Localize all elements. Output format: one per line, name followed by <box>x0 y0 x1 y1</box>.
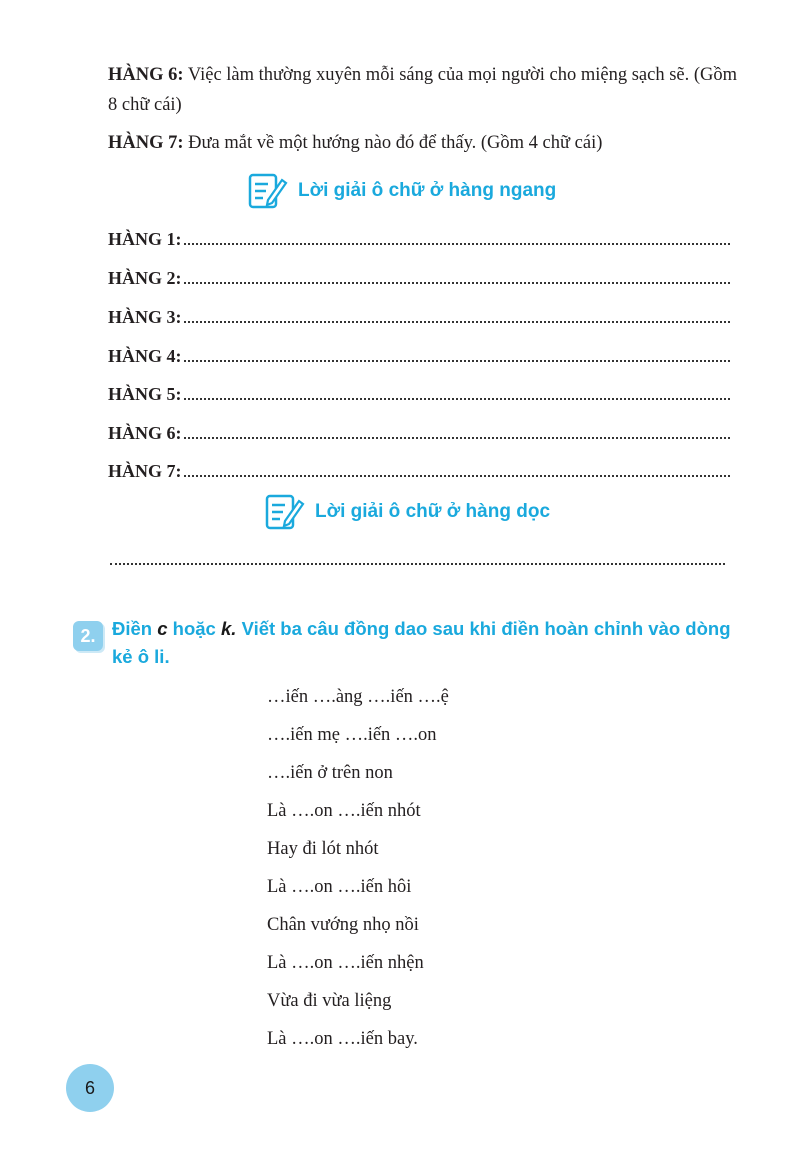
answer-row-1[interactable] <box>108 224 730 250</box>
vertical-answer-line[interactable] <box>110 562 725 565</box>
clue-text: Việc làm thường xuyên mỗi sáng của mọi người cho miệng sạch sẽ. (Gồm 8 chữ cái) <box>108 65 738 115</box>
vertical-answer-heading <box>265 493 550 531</box>
q-letter-c: c <box>157 618 168 639</box>
answer-row-7[interactable] <box>108 456 730 482</box>
question-instruction <box>112 615 742 671</box>
row-label: HÀNG 6: <box>108 423 182 443</box>
heading-text: Lời giải ô chữ ở hàng dọc <box>315 501 551 522</box>
dotted-line <box>184 281 731 284</box>
poem-line: ….iến mẹ ….iến ….on <box>267 725 437 745</box>
answer-row-5[interactable] <box>108 379 730 405</box>
poem-line: Là ….on ….iến nhót <box>267 801 421 821</box>
row-label: HÀNG 5: <box>108 384 182 404</box>
q-part3: Viết ba câu đồng dao sau khi điền hoàn chỉnh vào dòng kẻ ô li. <box>112 618 731 667</box>
answer-row-6[interactable] <box>108 418 730 444</box>
dotted-line <box>184 397 731 400</box>
dotted-line <box>184 474 731 477</box>
clue-label: HÀNG 6: <box>108 65 184 85</box>
poem-line: Hay đi lót nhót <box>267 839 379 859</box>
q-letter-k: k. <box>221 618 237 639</box>
pencil-note-icon <box>265 493 305 531</box>
row-label: HÀNG 7: <box>108 461 182 481</box>
answer-row-3[interactable] <box>108 302 730 328</box>
poem-line: …iến ….àng ….iến ….ệ <box>267 687 449 707</box>
page-number: 6 <box>66 1064 114 1112</box>
q-part2: hoặc <box>167 618 221 639</box>
poem-line: Chân vướng nhọ nồi <box>267 915 419 935</box>
answer-row-2[interactable] <box>108 263 730 289</box>
poem-line: Là ….on ….iến bay. <box>267 1029 418 1049</box>
clue-text: Đưa mắt về một hướng nào đó để thấy. (Gồm 4 chữ cái) <box>183 133 603 153</box>
clue-row-6 <box>108 60 738 120</box>
row-label: HÀNG 2: <box>108 268 182 288</box>
dotted-line <box>184 359 731 362</box>
poem-line: Vừa đi vừa liệng <box>267 991 392 1011</box>
dotted-line <box>184 436 731 439</box>
clue-row-7 <box>108 128 738 158</box>
dotted-line <box>184 320 731 323</box>
pencil-note-icon <box>248 172 288 210</box>
row-label: HÀNG 4: <box>108 346 182 366</box>
poem-line: Là ….on ….iến nhện <box>267 953 424 973</box>
poem-line: ….iến ở trên non <box>267 763 393 783</box>
heading-text: Lời giải ô chữ ở hàng ngang <box>298 180 557 201</box>
poem-line: Là ….on ….iến hôi <box>267 877 412 897</box>
answer-row-4[interactable] <box>108 341 730 367</box>
question-number-badge: 2. <box>73 621 103 651</box>
q-part1: Điền <box>112 618 158 639</box>
row-label: HÀNG 1: <box>108 229 182 249</box>
row-label: HÀNG 3: <box>108 307 182 327</box>
clue-label: HÀNG 7: <box>108 133 184 153</box>
horizontal-answers-heading <box>248 172 556 210</box>
dotted-line <box>184 242 731 245</box>
